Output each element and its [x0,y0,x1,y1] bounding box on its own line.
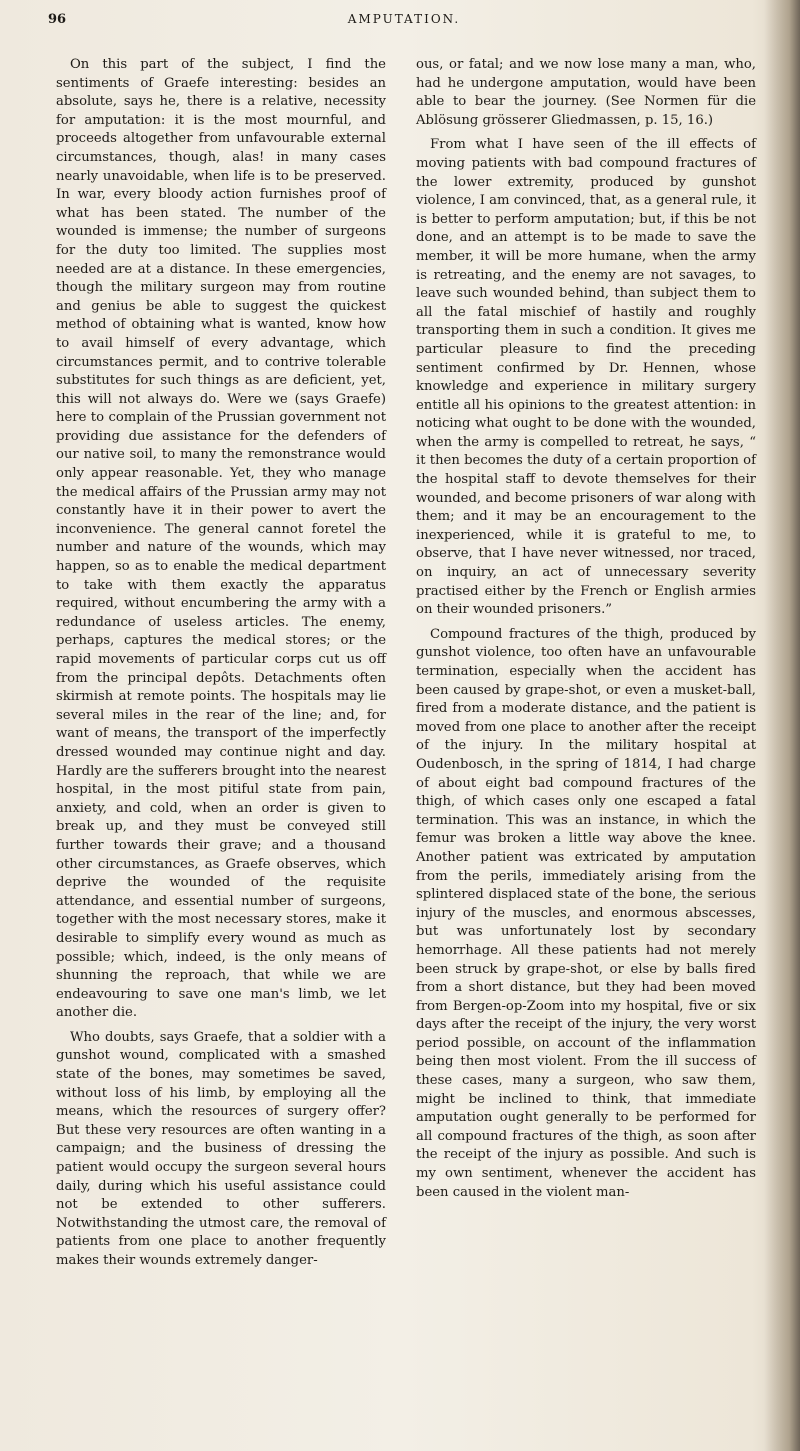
page-spine-shadow [764,0,800,1451]
paragraph: Who doubts, says Graefe, that a soldier with a gunshot wound, complicated with a smashed state of the bones, may sometimes be saved, without loss of his limb, by employing all the means, which the resources of surgery offer? But these very resources are often wanting in a campaign; and the business of dressing the patient would occupy the surgeon several hours daily, during which his useful assistance could not be extended to other sufferers. Notwithstanding the utmost care, the removal of patients from one place to another frequently makes their wounds extremely danger- [56,1029,386,1268]
right-column [416,56,756,1202]
paragraph: On this part of the subject, I find the sentiments of Graefe interesting: besides an absolute, says he, there is a relative, necessity for amputation: it is the most mournful, and proceeds altogether from unfavourable external circumstances, though, alas! in many cases nearly unavoidable, when life is to be preserved. In war, every bloody action furnishes proof of what has been stated. The number of the wounded is immense; the number of surgeons for the duty too limited. The supplies most needed are at a distance. In these emergencies, though the military surgeon may from routine and genius be able to suggest the quickest method of obtaining what is wanted, know how to avail himself of every advantage, which circumstances permit, and to contrive tolerable substitutes for such things as are deficient, yet, this will not always do. Were we (says Graefe) here to complain of the Prussian government not providing due assistance for the defenders of our native soil, to many the remonstrance would only appear reasonable. Yet, they who manage the medical affairs of the Prussian army may not constantly have it in their power to avert the inconvenience. The general cannot foretel the number and nature of the wounds, which may happen, so as to enable the medical department to take with them exactly the apparatus required, without encumbering the army with a redundance of useless articles. The enemy, perhaps, captures the medical stores; or the rapid movements of particular corps cut us off from the principal depôts. Detachments often skirmish at remote points. The hospitals may lie several miles in the rear of the line; and, for want of means, the transport of the imperfectly dressed wounded may continue night and day. Hardly are the sufferers brought into the nearest hospital, in the most pitiful state from pain, anxiety, and cold, when an order is given to break up, and they must be conveyed still further towards their grave; and a thousand other circumstances, as Graefe observes, which deprive the wounded of the requisite attendance, and essential number of surgeons, together with the most necessary stores, make it desirable to simplify every wound as much as possible; which, indeed, is the only means of shunning the reproach, that while we are endeavouring to save one man's limb, we let another die. [56,57,386,1021]
left-column [56,56,386,1271]
paragraph: From what I have seen of the ill effects of moving patients with bad compound fractures of the lower extremity, produced by gunshot violence, I am convinced, that, as a general rule, it is better to perform amputation; but, if this be not done, and an attempt is to be made to save the member, it will be more humane, when the army is retreating, and the enemy are not savages, to leave such wounded behind, than subject them to all the fatal mischief of hastily and roughly transporting them in such a condition. It gives me particular pleasure to find the preceding sentiment confirmed by Dr. Hennen, whose knowledge and experience in military surgery entitle all his opinions to the greatest attention: in noticing what ought to be done with the wounded, when the army is compelled to retreat, he says, “ it then becomes the duty of a certain proportion of the hospital staff to devote themselves for their wounded, and become prisoners of war along with them; and it may be an encouragement to the inexperienced, while it is grateful to me, to observe, that I have never witnessed, nor traced, on inquiry, an act of unnecessary severity practised either by the French or English armies on their wounded prisoners.” [416,137,756,618]
page-number: 96 [48,12,67,27]
paragraph: Compound fractures of the thigh, produced by gunshot violence, too often have an unfavourable termination, especially when the accident has been caused by grape-shot, or even a musket-ball, fired from a moderate distance, and the patient is moved from one place to another after the receipt of the injury. In the military hospital at Oudenbosch, in the spring of 1814, I had charge of about eight bad compound fractures of the thigh, of which cases only one escaped a fatal termination. This was an instance, in which the femur was broken a little way above the knee. Another patient was extricated by amputation from the perils, immediately arising from the splintered displaced state of the bone, the serious injury of the muscles, and enormous abscesses, but was unfortunately lost by secondary hemorrhage. All these patients had not merely been struck by grape-shot, or else by balls fired from a short distance, but they had been moved from Bergen-op-Zoom into my hospital, five or six days after the receipt of the injury, the very worst period possible, on account of the inflammation being then most violent. From the ill success of these cases, many a surgeon, who saw them, might be inclined to think, that immediate amputation ought generally to be performed for all compound fractures of the thigh, as soon after the receipt of the injury as possible. And such is my own sentiment, whenever the accident has been caused in the violent man- [416,626,756,1200]
paragraph: ous, or fatal; and we now lose many a man, who, had he undergone amputation, would have been able to bear the journey. (See Normen für die Ablösung grösserer Gliedmassen, p. 15, 16.) [416,57,756,128]
running-head: AMPUTATION. [347,12,461,26]
page-header [48,8,760,32]
